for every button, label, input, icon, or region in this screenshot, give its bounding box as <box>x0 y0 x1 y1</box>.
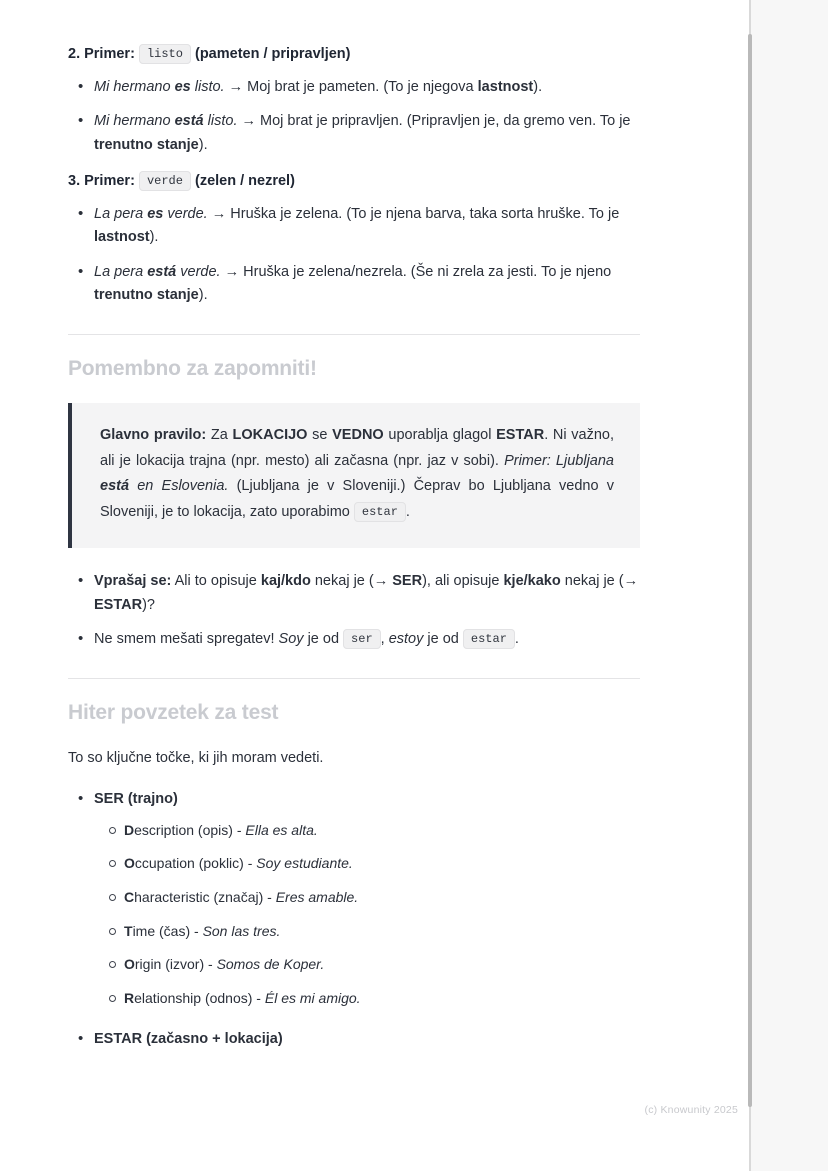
callout-italic-bold: está <box>100 478 130 495</box>
list-item <box>94 820 640 842</box>
list-item <box>68 110 640 157</box>
arrow-icon: → <box>211 205 227 222</box>
bullet-t5: . <box>514 631 519 648</box>
callout-italic2: en Eslovenia. <box>129 478 229 495</box>
section-title-remember: Pomembno za zapomniti! <box>68 356 317 380</box>
list-item <box>68 203 640 250</box>
acronym-letter: O <box>124 956 135 973</box>
example-3-heading-prefix: 3. Primer: <box>68 173 135 190</box>
acronym-rest: ccupation (poklic) - <box>134 855 257 872</box>
bullet-t5: )? <box>142 596 155 613</box>
callout-b2: VEDNO <box>332 426 384 443</box>
example-3-list <box>68 203 640 308</box>
example-2-heading <box>68 44 640 66</box>
acronym-example: Somos de Koper. <box>216 956 325 973</box>
bullet-lead: Vprašaj se: <box>94 573 172 590</box>
bullet-t1: Ali to opisuje <box>171 573 261 590</box>
bullet-b3: kje/kako <box>503 573 561 590</box>
ser-heading: SER (trajno) <box>94 791 178 808</box>
example-2-heading-suffix: (pameten / pripravljen) <box>194 46 351 62</box>
translation-pre: Hruška je zelena/nezrela. (Še ni zrela za jesti. To je njeno <box>243 263 612 280</box>
callout-t2: se <box>307 426 333 443</box>
translation-bold: trenutno stanje <box>94 287 199 304</box>
divider <box>68 678 640 679</box>
spanish-post: listo. <box>203 113 238 130</box>
acronym-rest: rigin (izvor) - <box>134 956 217 973</box>
translation-post: ). <box>149 229 159 246</box>
spanish-pre: La pera <box>94 205 148 222</box>
acronym-rest: haracteristic (značaj) - <box>134 888 276 905</box>
example-2-heading-prefix: 2. Primer: <box>68 46 135 62</box>
translation-bold: trenutno stanje <box>94 136 199 153</box>
example-2-list <box>68 76 640 157</box>
example-3-heading <box>68 171 640 193</box>
callout-t5: (Ljubljana je v Sloveniji.) Čeprav bo Ljubljana vedno v Sloveniji, je to lokacija, zato uporabimo <box>100 478 614 521</box>
bullet-b1: kaj/kdo <box>260 573 311 590</box>
document-content <box>68 30 640 1062</box>
list-item <box>68 76 640 99</box>
spanish-post: verde. <box>163 205 208 222</box>
remember-bullet-list <box>68 570 640 651</box>
acronym-example: Él es mi amigo. <box>264 989 361 1006</box>
acronym-rest: ime (čas) - <box>132 922 203 939</box>
translation-pre: Moj brat je pripravljen. (Pripravljen je, da gremo ven. To je <box>260 113 631 130</box>
list-item <box>94 921 640 943</box>
spanish-pre: La pera <box>94 263 148 280</box>
spanish-post: verde. <box>176 263 221 280</box>
bullet-t4: je od <box>423 631 463 648</box>
list-item <box>68 570 640 617</box>
callout-lead: Glavno pravilo: <box>100 426 207 443</box>
translation-pre: Hruška je zelena. (To je njena barva, taka sorta hruške. To je <box>230 205 620 222</box>
bullet-b2: SER <box>392 573 423 590</box>
summary-intro: To so ključne točke, ki jih moram vedeti. <box>68 749 324 766</box>
translation-post: ). <box>198 287 208 304</box>
acronym-letter: O <box>124 855 135 872</box>
spanish-pre: Mi hermano <box>94 78 175 95</box>
bullet-code-ser: ser <box>343 629 381 649</box>
list-item <box>94 887 640 909</box>
example-2-code: listo <box>139 44 191 64</box>
callout-t1: Za <box>206 426 233 443</box>
spanish-verb: está <box>147 263 177 280</box>
callout-code-estar: estar <box>354 502 406 522</box>
divider <box>68 334 640 335</box>
acronym-example: Soy estudiante. <box>256 855 353 872</box>
callout-t3: uporablja glagol <box>383 426 497 443</box>
right-margin-rail <box>750 0 828 1171</box>
acronym-letter: D <box>124 821 135 838</box>
bullet-t3: , <box>380 631 389 648</box>
bullet-i1: Soy <box>278 631 304 648</box>
translation-post: ). <box>533 78 543 95</box>
list-item <box>68 628 640 651</box>
acronym-example: Eres amable. <box>275 888 359 905</box>
spanish-pre: Mi hermano <box>94 113 175 130</box>
summary-list <box>68 788 640 1051</box>
list-item <box>94 988 640 1010</box>
translation-bold: lastnost <box>477 78 534 95</box>
bullet-t3: ), ali opisuje <box>422 573 504 590</box>
list-item <box>68 788 640 1010</box>
callout-text <box>100 423 614 526</box>
section-title-summary: Hiter povzetek za test <box>68 700 279 724</box>
example-3-heading-suffix: (zelen / nezrel) <box>194 173 295 190</box>
acronym-letter: C <box>124 888 135 905</box>
list-item <box>68 261 640 308</box>
translation-pre: Moj brat je pameten. (To je njegova <box>247 78 478 95</box>
arrow-icon: → <box>228 78 244 95</box>
translation-post: ). <box>198 136 208 153</box>
bullet-t2: je od <box>303 631 344 648</box>
bullet-t4: nekaj je (→ <box>560 573 639 590</box>
scrollbar-thumb[interactable] <box>748 34 752 1107</box>
callout-t4: . Ni važno, ali je lokacija trajna (npr. mesto) ali začasna (npr. jaz v sobi). <box>100 426 614 469</box>
acronym-rest: elationship (odnos) - <box>134 989 265 1006</box>
bullet-t1: Ne smem mešati spregatev! <box>94 631 279 648</box>
copyright-footer: (c) Knowunity 2025 <box>644 1104 738 1116</box>
spanish-verb: está <box>174 113 204 130</box>
bullet-b4: ESTAR <box>94 596 143 613</box>
acronym-letter: R <box>124 989 135 1006</box>
spanish-post: listo. <box>190 78 225 95</box>
list-item <box>68 1028 640 1051</box>
bullet-i2: estoy <box>388 631 424 648</box>
list-item <box>94 853 640 875</box>
ser-acronym-list <box>94 820 640 1010</box>
acronym-example: Son las tres. <box>202 922 281 939</box>
callout-b1: LOKACIJO <box>232 426 308 443</box>
acronym-rest: escription (opis) - <box>134 821 246 838</box>
bullet-code-estar: estar <box>463 629 515 649</box>
callout-t6: . <box>405 504 410 521</box>
spanish-verb: es <box>147 205 164 222</box>
arrow-icon: → <box>241 113 256 130</box>
arrow-icon: → <box>224 263 240 280</box>
bullet-t2: nekaj je (→ <box>310 573 393 590</box>
acronym-letter: T <box>124 922 133 939</box>
estar-heading: ESTAR (začasno + lokacija) <box>94 1030 283 1047</box>
spanish-verb: es <box>174 78 191 95</box>
list-item <box>94 954 640 976</box>
callout-b3: ESTAR <box>496 426 545 443</box>
example-3-code: verde <box>139 171 191 191</box>
callout-italic1: Primer: Ljubljana <box>504 452 614 469</box>
acronym-example: Ella es alta. <box>245 821 318 838</box>
callout-main-rule <box>68 403 640 548</box>
translation-bold: lastnost <box>94 229 150 246</box>
